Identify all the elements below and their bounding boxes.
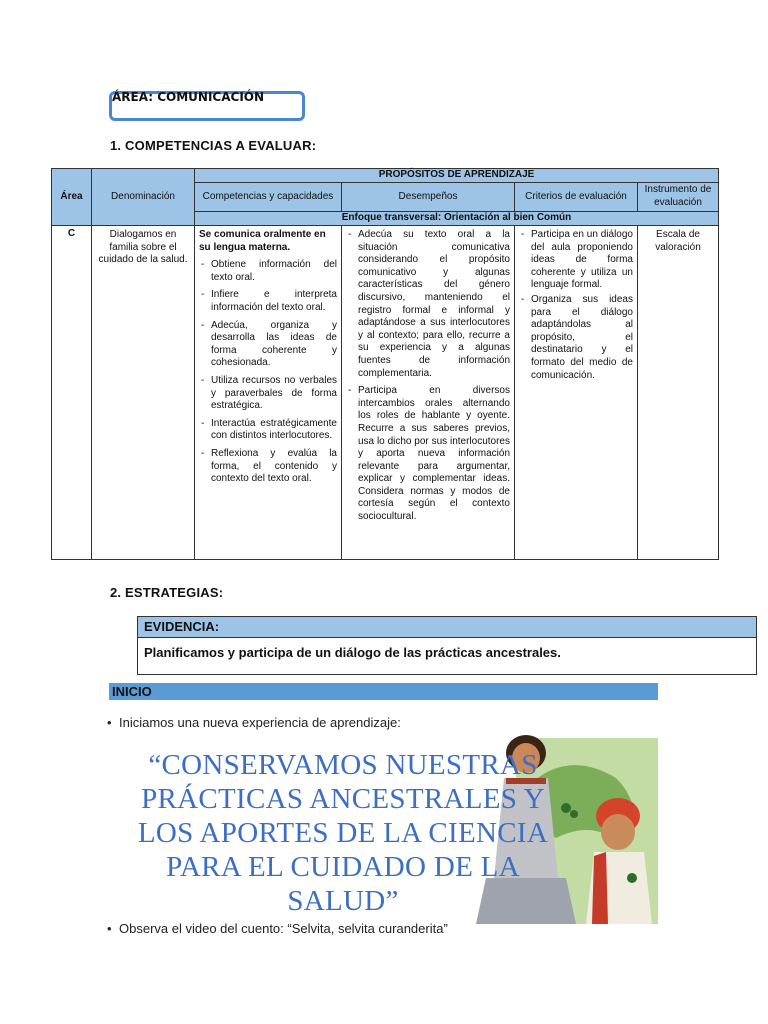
list-item: - Infiere e interpreta información del texto oral.	[199, 289, 337, 314]
quote-title: “CONSERVAMOS NUESTRAS PRÁCTICAS ANCESTRALES Y LOS APORTES DE LA CIENCIA PARA EL CUIDADO DE LA SALUD”	[137, 749, 549, 917]
section-competencias-heading: 1. COMPETENCIAS A EVALUAR:	[110, 138, 317, 153]
bullet-text: Observa el video del cuento: “Selvita, selvita curanderita”	[119, 921, 448, 936]
desempenos-list	[346, 229, 510, 524]
inicio-heading: INICIO	[109, 683, 658, 700]
bullet-text: Iniciamos una nueva experiencia de aprendizaje:	[119, 715, 401, 730]
list-item: - Adecúa su texto oral a la situación comunicativa considerando el propósito comunicativo y algunas características del género discursivo, manteniendo el registro formal e informal y adaptándose a sus interlocutores y al contexto; para ello, recurre a su experiencia y a algunas fuentes de información complementaria.	[346, 229, 510, 380]
instrumento-value: Escala de valoración	[638, 226, 719, 560]
bullet-icon: •	[107, 715, 112, 730]
list-item: - Utiliza recursos no verbales y paraverbales de forma estratégica.	[199, 375, 337, 413]
header-competencias: Competencias y capacidades	[195, 183, 342, 212]
competencias-cell	[195, 226, 342, 560]
list-item: - Adecúa, organiza y desarrolla las ideas de forma coherente y cohesionada.	[199, 320, 337, 370]
header-instrumento: Instrumento de evaluación	[638, 183, 719, 212]
bullet-item	[107, 715, 401, 730]
plant-leaf	[570, 810, 578, 818]
boy-poncho-stripe	[592, 852, 608, 924]
evidencia-box	[137, 616, 757, 675]
header-criterios: Criterios de evaluación	[515, 183, 638, 212]
header-denominacion: Denominación	[92, 169, 195, 226]
area-label: ÁREA: COMUNICACIÓN	[112, 90, 265, 104]
criterios-list	[519, 229, 633, 382]
denominacion-value: Dialogamos en familia sobre el cuidado de la salud.	[92, 226, 195, 560]
boy-face	[601, 814, 635, 850]
competencias-table	[51, 168, 719, 560]
desempenos-cell	[342, 226, 515, 560]
area-value: C	[52, 226, 92, 560]
competencia-title: Se comunica oralmente en su lengua materna.	[199, 229, 326, 253]
header-area: Área	[52, 169, 92, 226]
bullet-icon: •	[107, 921, 112, 936]
list-item: - Reflexiona y evalúa la forma, el contenido y contexto del texto oral.	[199, 448, 337, 486]
plant-leaf	[627, 873, 637, 883]
evidencia-label: EVIDENCIA:	[138, 617, 756, 638]
list-item: - Organiza sus ideas para el diálogo adaptándolas al propósito, el destinatario y el formato del medio de comunicación.	[519, 294, 633, 382]
header-propositos: PROPÓSITOS DE APRENDIZAJE	[195, 169, 719, 183]
section-estrategias-heading: 2. ESTRATEGIAS:	[110, 585, 224, 600]
list-item: - Obtiene información del texto oral.	[199, 259, 337, 284]
plant-leaf	[561, 803, 571, 813]
bullet-item	[107, 921, 448, 936]
evidencia-text: Planificamos y participa de un diálogo de las prácticas ancestrales.	[144, 645, 561, 660]
list-item: - Participa en un diálogo del aula proponiendo ideas de forma coherente y utiliza un lenguaje formal.	[519, 229, 633, 292]
criterios-cell	[515, 226, 638, 560]
enfoque-transversal: Enfoque transversal: Orientación al bien Común	[195, 212, 719, 226]
capacidades-list	[199, 259, 337, 486]
header-desempenos: Desempeños	[342, 183, 515, 212]
list-item: - Interactúa estratégicamente con distintos interlocutores.	[199, 418, 337, 443]
list-item: - Participa en diversos intercambios orales alternando los roles de hablante y oyente. Recurre a sus saberes previos, usa lo dicho por sus interlocutores y aporta nueva información relevante para argumentar, explicar y complementar ideas. Considera normas y modos de cortesía según el contexto sociocultural.	[346, 385, 510, 524]
